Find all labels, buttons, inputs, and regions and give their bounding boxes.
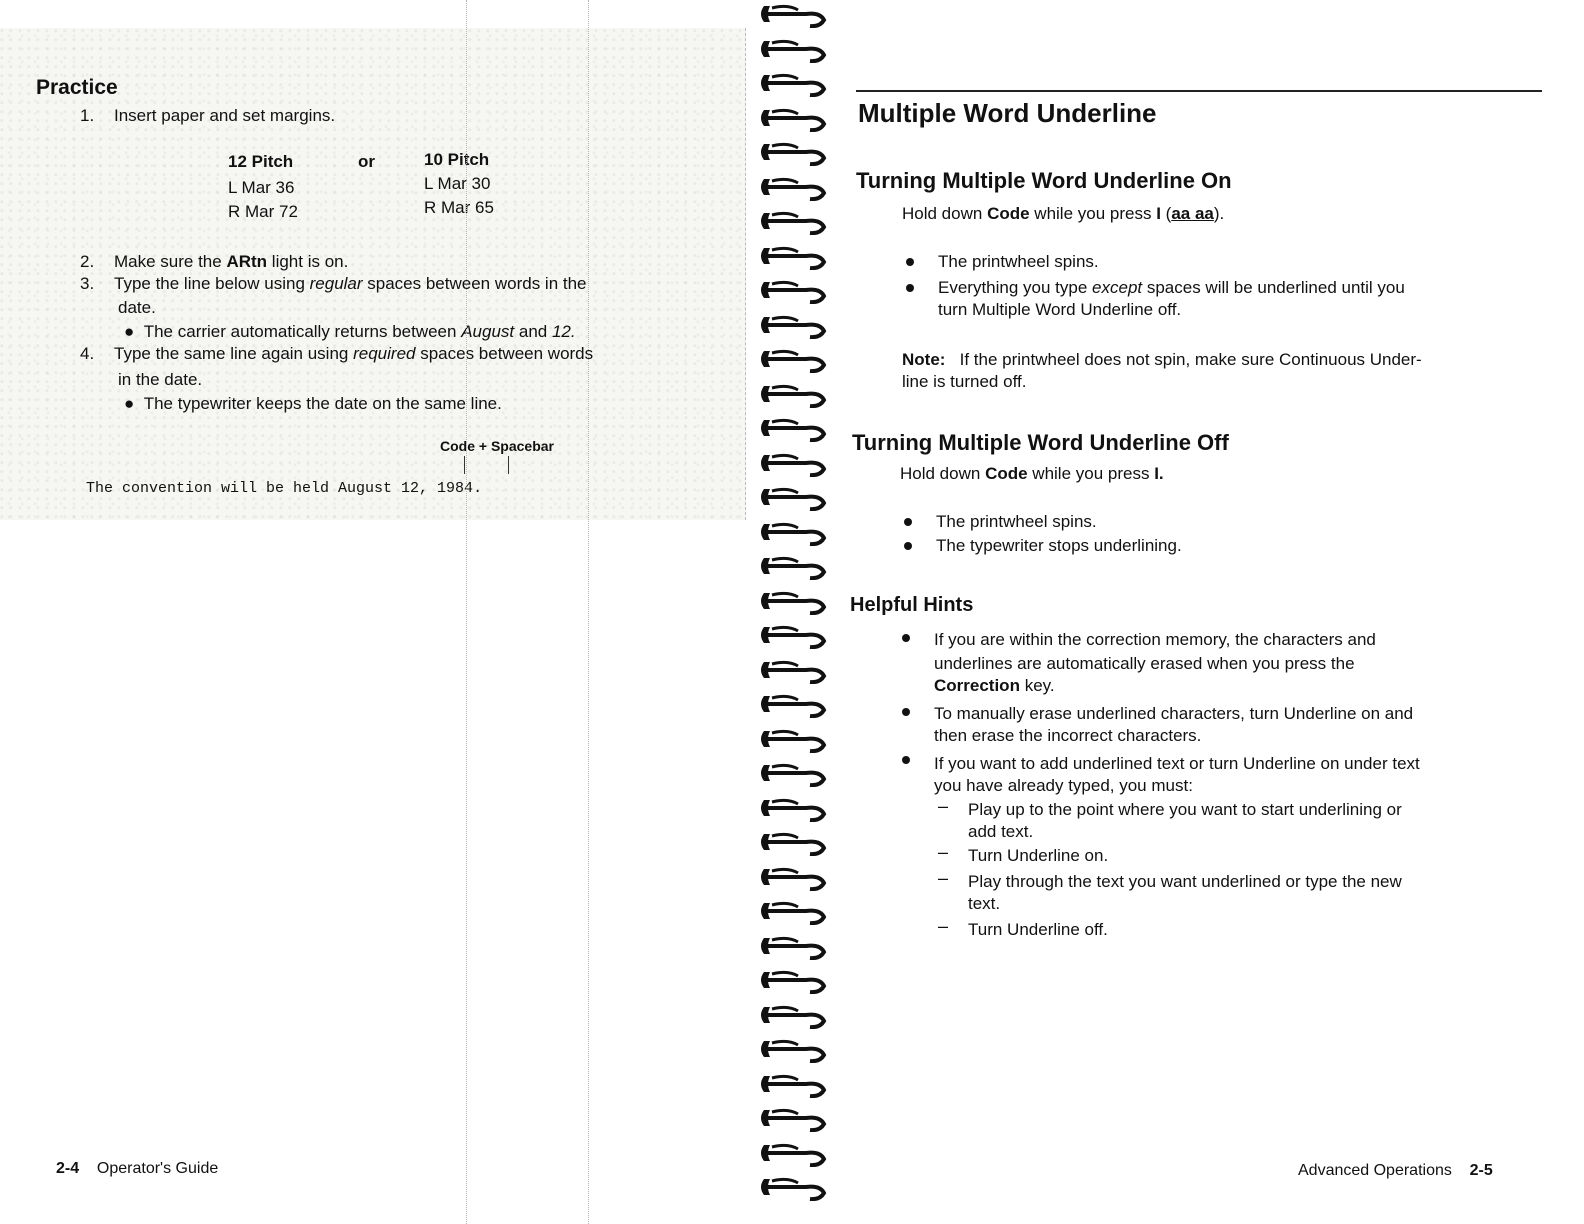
hint-3-line-1: If you want to add underlined text or turn Underline on under text — [934, 754, 1420, 773]
footer-left — [56, 1160, 218, 1178]
step-3 — [80, 274, 587, 294]
step-3-number: 3. — [80, 274, 95, 293]
off-instr-code: Code — [985, 464, 1028, 483]
spiral-coil-icon — [758, 35, 830, 63]
sub-hint-2: Turn Underline on. — [968, 846, 1109, 865]
off-instr-key: I. — [1154, 464, 1164, 483]
spiral-coil-icon — [758, 794, 830, 822]
step-2-number: 2. — [80, 252, 95, 271]
spiral-coil-icon — [758, 725, 830, 753]
on-instr-b: while you press — [1029, 204, 1157, 223]
top-rule — [856, 90, 1542, 92]
step-3-sub-b: and — [514, 322, 552, 341]
step-3-sub-italic: August — [461, 322, 515, 341]
spiral-coil-icon — [758, 311, 830, 339]
spiral-coil-icon — [758, 414, 830, 442]
dash-icon: – — [938, 868, 949, 888]
spiral-coil-icon — [758, 518, 830, 546]
fold-line-1 — [466, 0, 467, 1224]
step-2-text-a: Make sure the — [114, 252, 227, 271]
spiral-coil-icon — [758, 1173, 830, 1201]
spiral-coil-icon — [758, 1001, 830, 1029]
pointer-line-2 — [508, 456, 509, 474]
bullet-icon — [902, 708, 910, 716]
page-number-right: 2-5 — [1469, 1162, 1493, 1179]
spiral-coil-icon — [758, 1070, 830, 1098]
fold-line-2 — [588, 0, 589, 1224]
off-bullet-2: The typewriter stops underlining. — [936, 536, 1182, 555]
step-1-number: 1. — [80, 106, 95, 125]
spiral-coil-icon — [758, 621, 830, 649]
on-heading: Turning Multiple Word Underline On — [856, 168, 1232, 193]
on-instr-sample: aa aa — [1171, 204, 1214, 223]
step-1 — [80, 106, 335, 126]
hint-1-line-1: If you are within the correction memory, the characters and — [934, 630, 1376, 649]
on-bullet-2-italic: except — [1092, 278, 1143, 297]
footer-left-title: Operator's Guide — [96, 1160, 219, 1177]
page-title: Multiple Word Underline — [858, 98, 1157, 128]
hint-1-correction: Correction — [934, 676, 1020, 695]
on-bullet-2-a: Everything you type — [938, 278, 1093, 297]
spiral-coil-icon — [758, 242, 830, 270]
off-instr-a: Hold down — [900, 464, 986, 483]
margin-10-left: L Mar 30 — [424, 174, 491, 193]
dash-icon: – — [938, 842, 949, 862]
spiral-coil-icon — [758, 587, 830, 615]
on-instr-key: I — [1156, 204, 1161, 223]
dash-icon: – — [938, 916, 949, 936]
spiral-coil-icon — [758, 483, 830, 511]
spiral-coil-icon — [758, 863, 830, 891]
step-4 — [80, 344, 593, 364]
off-instr-b: while you press — [1027, 464, 1155, 483]
step-1-text: Insert paper and set margins. — [114, 106, 336, 125]
practice-heading: Practice — [36, 76, 118, 99]
on-bullet-2-b: spaces will be underlined until you — [1142, 278, 1405, 297]
step-4-italic: required — [353, 344, 416, 363]
sub-hint-3-line-2: text. — [968, 894, 1001, 913]
note-line-2: line is turned off. — [902, 372, 1027, 391]
bullet-icon — [906, 258, 914, 266]
sub-hint-4: Turn Underline off. — [968, 920, 1108, 939]
step-3-sub-a: The carrier automatically returns between — [143, 322, 462, 341]
bullet-icon — [902, 634, 910, 642]
bullet-icon — [902, 756, 910, 764]
step-3-sub-italic-2: 12. — [551, 322, 576, 341]
hint-2-line-2: then erase the incorrect characters. — [934, 726, 1202, 745]
spiral-coil-icon — [758, 552, 830, 580]
spiral-coil-icon — [758, 380, 830, 408]
spiral-coil-icon — [758, 828, 830, 856]
left-page — [0, 0, 745, 1224]
off-bullet-1: The printwheel spins. — [936, 512, 1097, 531]
page-number-left: 2-4 — [56, 1160, 80, 1177]
note — [902, 350, 1422, 370]
margin-12-pitch-head: 12 Pitch — [228, 152, 294, 171]
sub-hint-1-line-2: add text. — [968, 822, 1034, 841]
step-4-sub-text: The typewriter keeps the date on the same line. — [143, 394, 502, 413]
sub-hint-1-line-1: Play up to the point where you want to start underlining or — [968, 800, 1402, 819]
spiral-coil-icon — [758, 932, 830, 960]
step-4-text-a: Type the same line again using — [114, 344, 354, 363]
spiral-coil-icon — [758, 173, 830, 201]
dash-icon: – — [938, 796, 949, 816]
spiral-coil-icon — [758, 104, 830, 132]
spiral-coil-icon — [758, 1104, 830, 1132]
bullet-icon — [904, 542, 912, 550]
spiral-coil-icon — [758, 207, 830, 235]
spiral-coil-icon — [758, 897, 830, 925]
step-3-text-b: spaces between words in the — [362, 274, 587, 293]
margin-10-pitch-head: 10 Pitch — [424, 150, 490, 169]
bullet-icon: ● — [124, 394, 144, 413]
margin-12-left: L Mar 36 — [228, 178, 295, 197]
on-bullet-2-cont: turn Multiple Word Underline off. — [938, 300, 1182, 319]
spiral-coil-icon — [758, 1035, 830, 1063]
step-2 — [80, 252, 348, 272]
hint-1-line-3 — [934, 676, 1055, 696]
hint-1-line-2: underlines are automatically erased when you press the — [934, 654, 1355, 673]
on-instr-a: Hold down — [902, 204, 988, 223]
spiral-coil-icon — [758, 138, 830, 166]
step-4-line-2: in the date. — [118, 370, 203, 389]
step-2-artn: ARtn — [226, 252, 268, 271]
spiral-coil-icon — [758, 449, 830, 477]
spiral-coil-icon — [758, 345, 830, 373]
step-4-number: 4. — [80, 344, 95, 363]
on-instruction: Hold down Code while you press I (aa aa). — [902, 204, 1225, 223]
step-3-line-2: date. — [118, 298, 156, 317]
on-bullet-2 — [938, 278, 1405, 298]
spiral-coil-icon — [758, 759, 830, 787]
step-2-text-b: light is on. — [267, 252, 349, 271]
spiral-coil-icon — [758, 966, 830, 994]
code-spacebar-label: Code + Spacebar — [440, 438, 554, 454]
spiral-binding — [748, 0, 838, 1224]
sample-typed-line: The convention will be held August 12, 1984. — [86, 480, 483, 497]
spiral-coil-icon — [758, 69, 830, 97]
margin-or: or — [358, 152, 375, 171]
spiral-coil-icon — [758, 1139, 830, 1167]
step-3-italic: regular — [309, 274, 363, 293]
spiral-coil-icon — [758, 0, 830, 28]
hint-1-tail: key. — [1019, 676, 1055, 695]
off-heading: Turning Multiple Word Underline Off — [852, 430, 1229, 455]
footer-right-title: Advanced Operations — [1298, 1162, 1452, 1179]
on-instr-code: Code — [987, 204, 1030, 223]
step-3-text-a: Type the line below using — [114, 274, 310, 293]
hint-2-line-1: To manually erase underlined characters, turn Underline on and — [934, 704, 1414, 723]
step-3-sub — [124, 322, 576, 342]
footer-right — [1298, 1162, 1493, 1180]
margin-12-right: R Mar 72 — [228, 202, 298, 221]
step-4-text-b: spaces between words — [415, 344, 594, 363]
hints-heading: Helpful Hints — [850, 594, 974, 616]
spiral-coil-icon — [758, 656, 830, 684]
bullet-icon: ● — [124, 322, 144, 341]
spiral-coil-icon — [758, 276, 830, 304]
bullet-icon — [906, 284, 914, 292]
bullet-icon — [904, 518, 912, 526]
sub-hint-3-line-1: Play through the text you want underlined or type the new — [968, 872, 1402, 891]
off-instruction — [900, 464, 1164, 484]
on-bullet-1: The printwheel spins. — [938, 252, 1099, 271]
margin-10-right: R Mar 65 — [424, 198, 494, 217]
right-page — [840, 0, 1584, 1224]
pointer-line-1 — [464, 456, 465, 474]
step-4-sub — [124, 394, 502, 414]
hint-3-line-2: you have already typed, you must: — [934, 776, 1193, 795]
spiral-coil-icon — [758, 690, 830, 718]
note-label: Note: — [902, 350, 946, 369]
note-text: If the printwheel does not spin, make sure Continuous Under- — [959, 350, 1422, 369]
